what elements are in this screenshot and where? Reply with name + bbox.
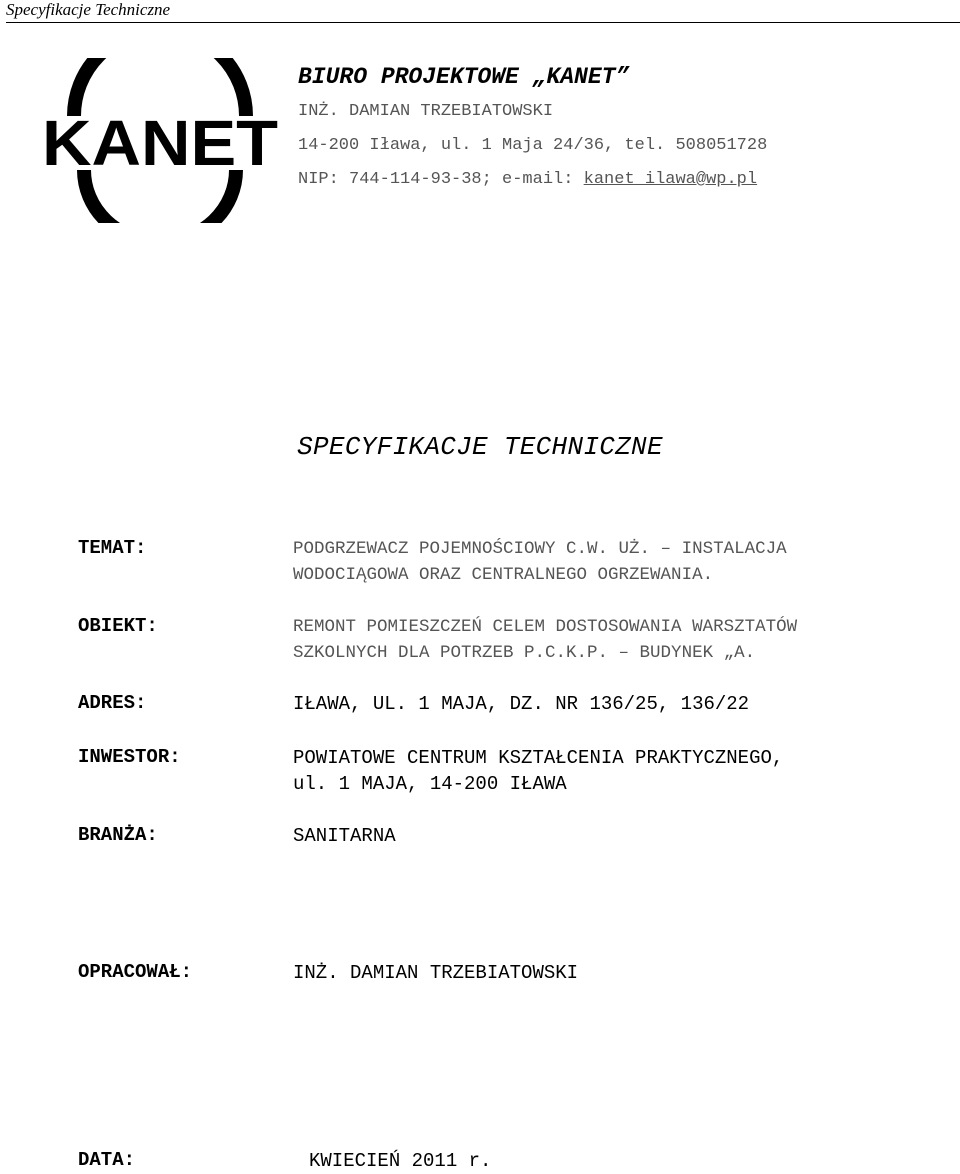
temat-value [293,536,958,588]
adres-label: ADRES: [78,692,147,714]
running-header: Specyfikacje Techniczne [6,0,960,23]
branza-line-1: SANITARNA [293,825,396,847]
obiekt-line-2: SZKOLNYCH DLA POTRZEB P.C.K.P. – BUDYNEK „A. [293,643,756,663]
obiekt-line-1: REMONT POMIESZCZEŃ CELEM DOSTOSOWANIA WARSZTATÓW [293,617,798,637]
document-title: SPECYFIKACJE TECHNICZNE [297,432,663,462]
firm-name: BIURO PROJEKTOWE „KANET” [298,64,630,90]
adres-value [293,691,958,717]
data-label: DATA: [78,1149,136,1171]
data-line-1: KWIECIEŃ 2011 r. [309,1150,492,1172]
firm-info-block [298,62,767,197]
branza-label: BRANŻA: [78,824,158,846]
inwestor-line-2: ul. 1 MAJA, 14-200 IŁAWA [293,773,567,795]
obiekt-value [293,614,958,666]
data-value [309,1148,960,1174]
inwestor-value [293,745,958,797]
opracowal-value [293,960,958,986]
temat-line-2: WODOCIĄGOWA ORAZ CENTRALNEGO OGRZEWANIA. [293,565,714,585]
opracowal-line-1: INŻ. DAMIAN TRZEBIATOWSKI [293,962,579,984]
kanet-logo-icon [40,58,280,223]
svg-text:KANET: KANET [42,107,278,179]
opracowal-label: OPRACOWAŁ: [78,961,193,983]
firm-address: 14-200 Iława, ul. 1 Maja 24/36, tel. 508051728 [298,136,768,155]
obiekt-label: OBIEKT: [78,615,158,637]
temat-label: TEMAT: [78,537,147,559]
firm-nip-email [298,163,767,197]
firm-engineer: INŻ. DAMIAN TRZEBIATOWSKI [298,102,554,121]
temat-line-1: PODGRZEWACZ POJEMNOŚCIOWY C.W. UŻ. – INSTALACJA [293,539,787,559]
firm-nip: NIP: 744-114-93-38; e-mail: [298,170,584,189]
email-link[interactable]: kanet_ilawa@wp.pl [583,170,758,189]
adres-line-1: IŁAWA, UL. 1 MAJA, DZ. NR 136/25, 136/22 [293,693,750,715]
inwestor-label: INWESTOR: [78,746,181,768]
inwestor-line-1: POWIATOWE CENTRUM KSZTAŁCENIA PRAKTYCZNEGO, [293,747,784,769]
branza-value [293,823,958,849]
